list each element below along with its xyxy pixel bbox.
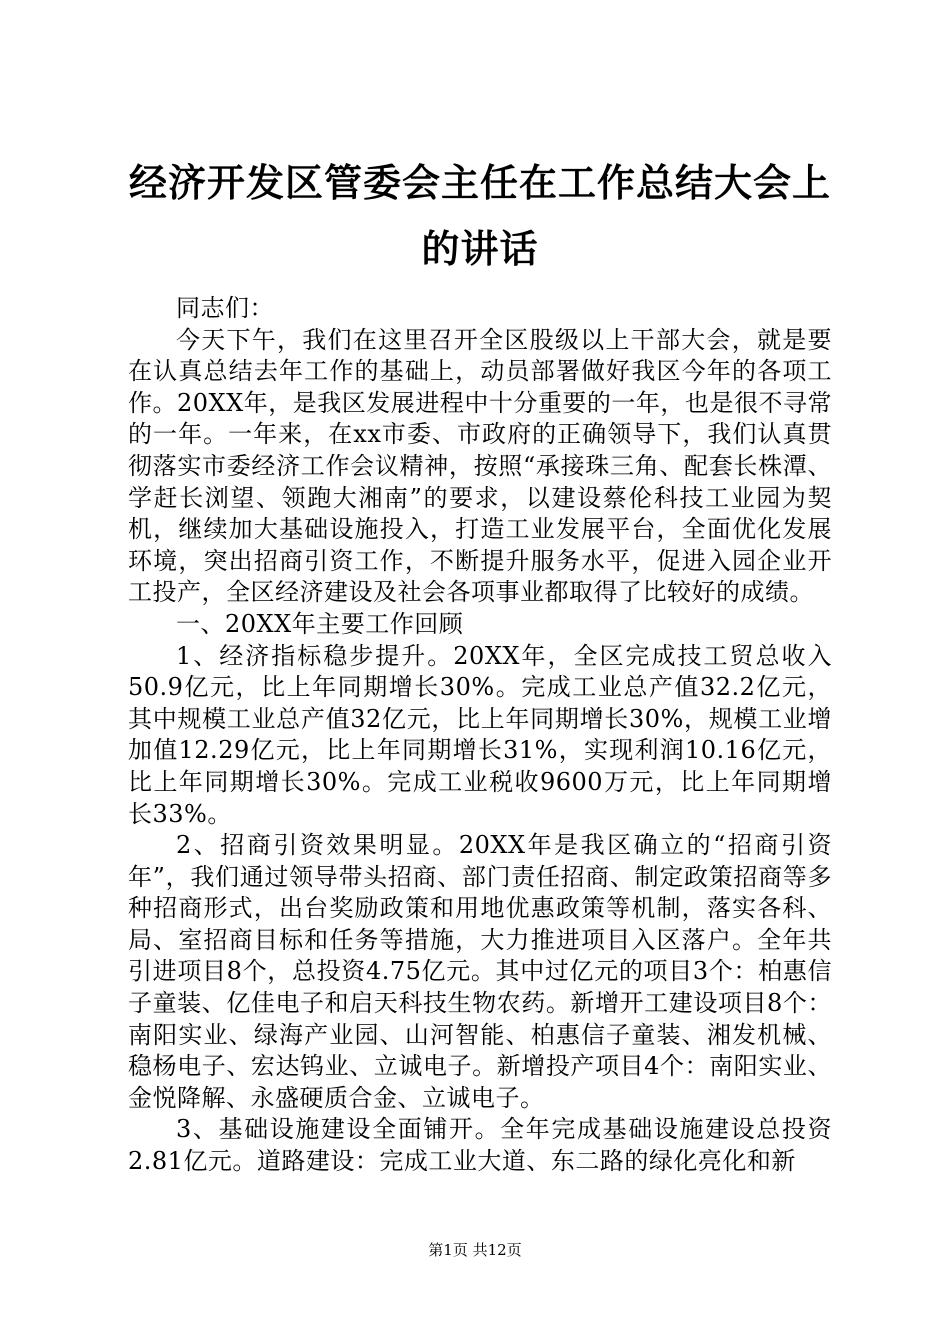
- paragraph-infrastructure: 3、基础设施建设全面铺开。全年完成基础设施建设总投资2.81亿元。道路建设：完成工业大道、东二路的绿化亮化和新: [128, 1115, 832, 1176]
- salutation: 同志们：: [176, 294, 274, 322]
- page-number-footer: 第1页 共12页: [428, 1241, 522, 1259]
- paragraph-investment-promotion: 2、招商引资效果明显。20XX年是我区确立的“招商引资年”，我们通过领导带头招商、部门责任招商、制定政策招商等多种招商形式，出台奖励政策和用地优惠政策等机制，落实各科、局、室招商目标和任务等措施，大力推进项目入区落户。全年共引进项目8个，总投资4.75亿元。其中过亿元的项目3个：柏惠信子童装、亿佳电子和启天科技生物农药。新增开工建设项目8个：南阳实业、绿海产业园、山河智能、柏惠信子童装、湘发机械、稳杨电子、宏达钨业、立诚电子。新增投产项目4个：南阳实业、金悦降解、永盛硬质合金、立诚电子。: [128, 831, 832, 1112]
- document-body: [128, 293, 832, 1178]
- section-heading: 一、20XX年主要工作回顾: [176, 609, 464, 638]
- paragraph-intro: 今天下午，我们在这里召开全区股级以上干部大会，就是要在认真总结去年工作的基础上，动员部署做好我区今年的各项工作。20XX年，是我区发展进程中十分重要的一年，也是很不寻常的一年。一年来，在xx市委、市政府的正确领导下，我们认真贯彻落实市委经济工作会议精神，按照“承接珠三角、配套长株潭、学赶长浏望、领跑大湘南”的要求，以建设蔡伦科技工业园为契机，继续加大基础设施投入，打造工业发展平台，全面优化发展环境，突出招商引资工作，不断提升服务水平，促进入园企业开工投产，全区经济建设及社会各项事业都取得了比较好的成绩。: [128, 325, 832, 607]
- document-title: 经济开发区管委会主任在工作总结大会上的讲话: [128, 160, 831, 271]
- paragraph-economic-indicators: 1、经济指标稳步提升。20XX年，全区完成技工贸总收入50.9亿元，比上年同期增长30%。完成工业总产值32.2亿元，其中规模工业总产值32亿元，比上年同期增长30%，规模工业增加值12.29亿元，比上年同期增长31%，实现利润10.16亿元，比上年同期增长30%。完成工业税收9600万元，比上年同期增长33%。: [128, 641, 832, 828]
